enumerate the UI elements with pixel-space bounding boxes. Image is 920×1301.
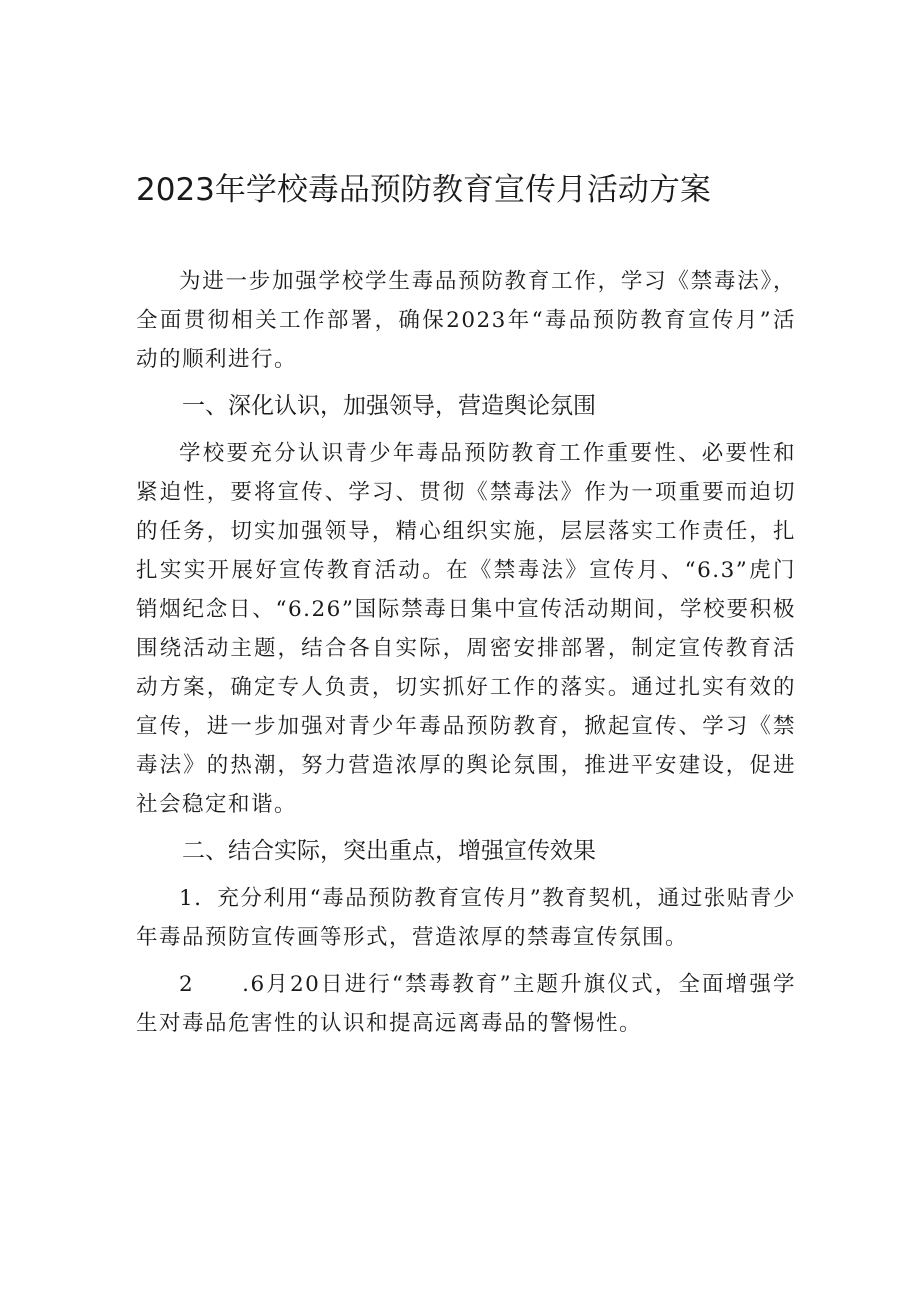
document-title: 2023年学校毒品预防教育宣传月活动方案 [136,172,711,208]
section-heading-2: 二、结合实际，突出重点，增强宣传效果 [182,838,596,864]
document-body [136,262,796,1051]
section-1-paragraph-1: 学校要充分认识青少年毒品预防教育工作重要性、必要性和紧迫性，要将宣传、学习、贯彻《禁毒法》作为一项重要而迫切的任务，切实加强领导，精心组织实施，层层落实工作责任，扎扎实实开展好宣传教育活动。在《禁毒法》宣传月、“6.3”虎门销烟纪念日、“6.26”国际禁毒日集中宣传活动期间，学校要积极围绕活动主题，结合各自实际，周密安排部署，制定宣传教育活动方案，确定专人负责，切实抓好工作的落实。通过扎实有效的宣传，进一步加强对青少年毒品预防教育，掀起宣传、学习《禁毒法》的热潮，努力营造浓厚的舆论氛围，推进平安建设，促进社会稳定和谐。 [136,441,796,817]
section-2-item-1: 1．充分利用“毒品预防教育宣传月”教育契机，通过张贴青少年毒品预防宣传画等形式，营造浓厚的禁毒宣传氛围。 [136,886,796,950]
section-heading-1: 一、深化认识，加强领导，营造舆论氛围 [182,393,596,419]
section-2-item-2: 2 .6月20日进行“禁毒教育”主题升旗仪式，全面增强学生对毒品危害性的认识和提高远离毒品的警惕性。 [136,972,796,1036]
intro-paragraph: 为进一步加强学校学生毒品预防教育工作，学习《禁毒法》，全面贯彻相关工作部署，确保2023年“毒品预防教育宣传月”活动的顺利进行。 [136,269,796,372]
